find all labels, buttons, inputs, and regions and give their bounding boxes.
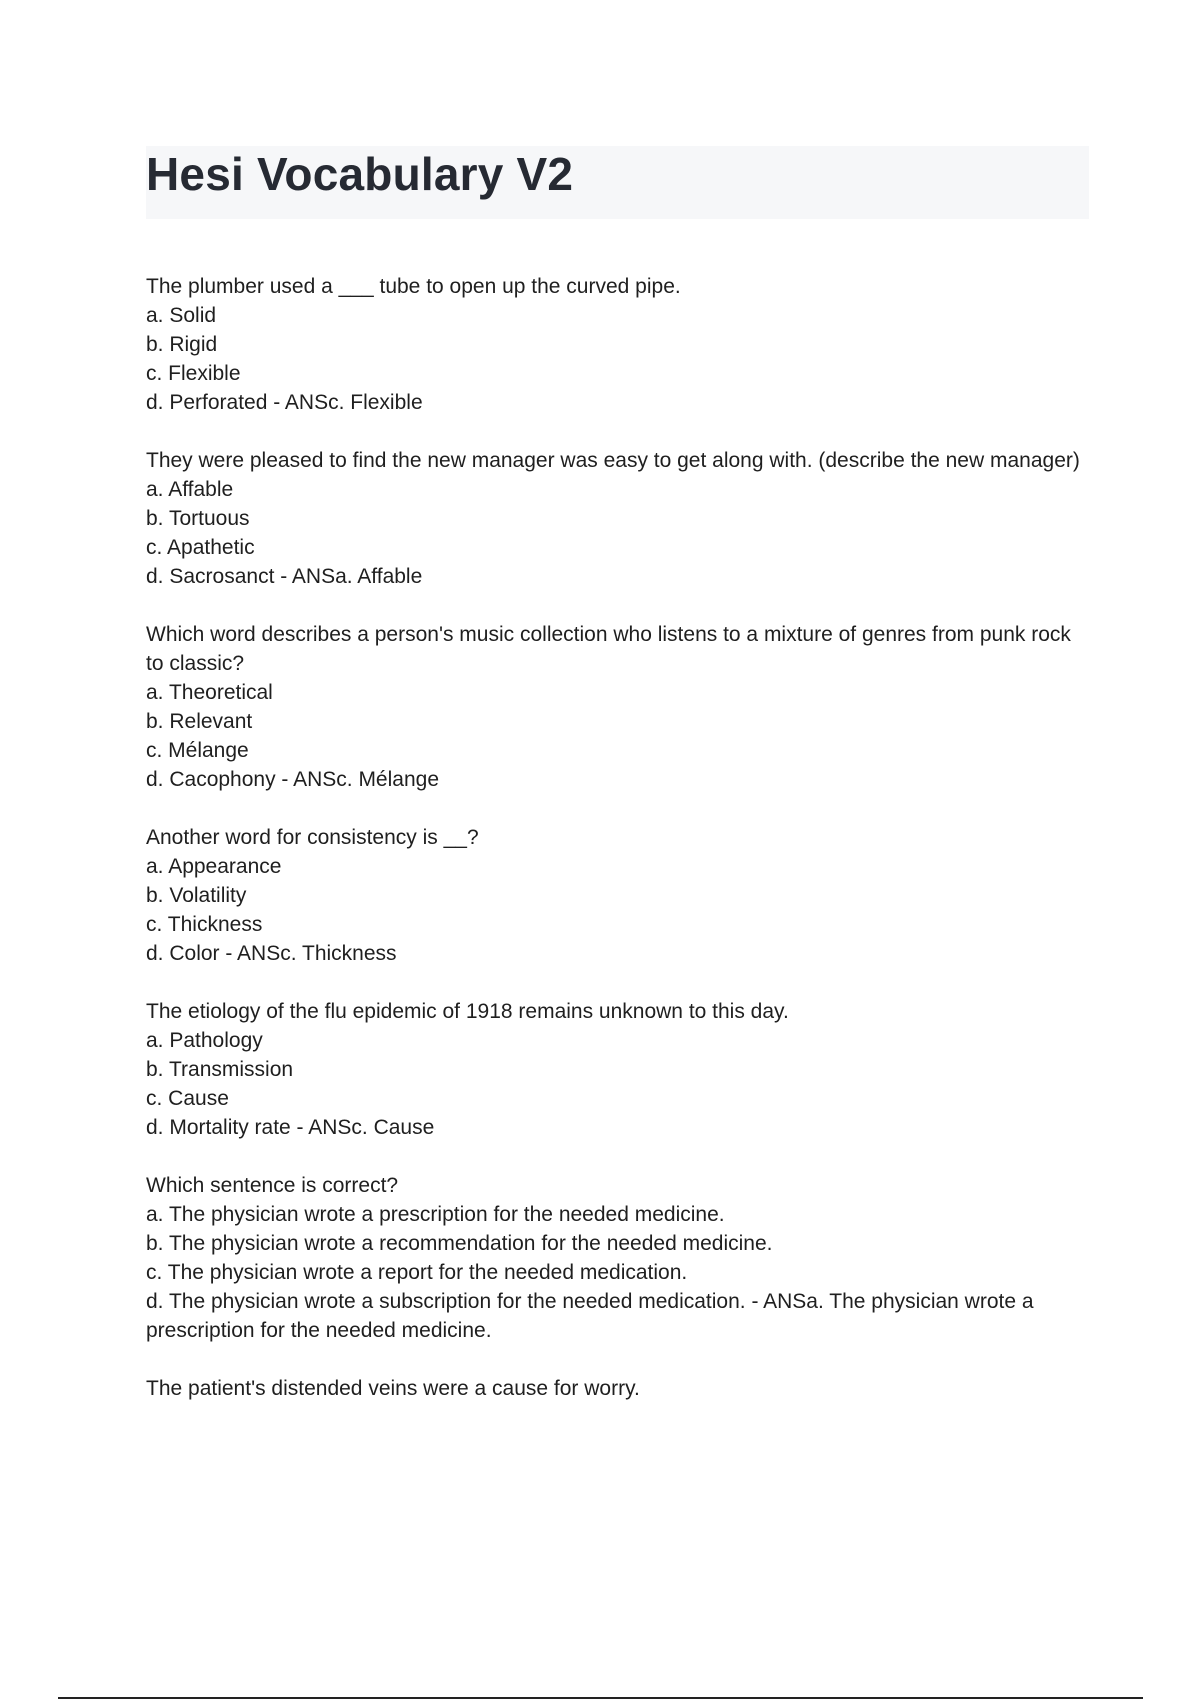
question-text: The plumber used a ___ tube to open up the curved pipe. bbox=[146, 275, 681, 298]
question-6 bbox=[146, 1171, 1086, 1345]
question-2 bbox=[146, 446, 1086, 591]
option-a: a. Appearance bbox=[146, 855, 282, 878]
option-a: a. Affable bbox=[146, 478, 234, 501]
question-list bbox=[146, 272, 1086, 1432]
question-text: They were pleased to find the new manager was easy to get along with. (describe the new manager) bbox=[146, 449, 1080, 472]
option-b: b. Rigid bbox=[146, 333, 218, 356]
question-text: The patient's distended veins were a cause for worry. bbox=[146, 1377, 640, 1400]
option-d-answer: d. Perforated - ANSc. Flexible bbox=[146, 391, 423, 414]
option-d-answer: d. Cacophony - ANSc. Mélange bbox=[146, 768, 439, 791]
option-c: c. Flexible bbox=[146, 362, 241, 385]
option-d-answer: d. Mortality rate - ANSc. Cause bbox=[146, 1116, 435, 1139]
option-b: b. Tortuous bbox=[146, 507, 250, 530]
question-text: Which word describes a person's music collection who listens to a mixture of genres from punk rock to classic? bbox=[146, 623, 1071, 675]
question-7 bbox=[146, 1374, 1086, 1403]
option-c: c. The physician wrote a report for the needed medication. bbox=[146, 1261, 688, 1284]
option-d-answer: d. Sacrosanct - ANSa. Affable bbox=[146, 565, 423, 588]
option-a: a. Pathology bbox=[146, 1029, 263, 1052]
option-b: b. Transmission bbox=[146, 1058, 294, 1081]
question-text: Which sentence is correct? bbox=[146, 1174, 399, 1197]
question-3 bbox=[146, 620, 1086, 794]
option-a: a. Solid bbox=[146, 304, 217, 327]
option-a: a. The physician wrote a prescription for the needed medicine. bbox=[146, 1203, 725, 1226]
question-text: Another word for consistency is __? bbox=[146, 826, 479, 849]
question-1 bbox=[146, 272, 1086, 417]
option-a: a. Theoretical bbox=[146, 681, 273, 704]
option-b: b. Volatility bbox=[146, 884, 247, 907]
question-4 bbox=[146, 823, 1086, 968]
option-c: c. Mélange bbox=[146, 739, 249, 762]
option-c: c. Cause bbox=[146, 1087, 229, 1110]
question-text: The etiology of the flu epidemic of 1918 remains unknown to this day. bbox=[146, 1000, 789, 1023]
question-5 bbox=[146, 997, 1086, 1142]
option-d-answer: d. Color - ANSc. Thickness bbox=[146, 942, 397, 965]
option-b: b. Relevant bbox=[146, 710, 253, 733]
option-c: c. Thickness bbox=[146, 913, 263, 936]
option-c: c. Apathetic bbox=[146, 536, 255, 559]
footer-divider bbox=[58, 1697, 1143, 1699]
document-title: Hesi Vocabulary V2 bbox=[146, 148, 574, 200]
option-d-answer: d. The physician wrote a subscription for the needed medication. - ANSa. The physician wrote a prescription for the needed medicine. bbox=[146, 1290, 1034, 1342]
option-b: b. The physician wrote a recommendation for the needed medicine. bbox=[146, 1232, 773, 1255]
